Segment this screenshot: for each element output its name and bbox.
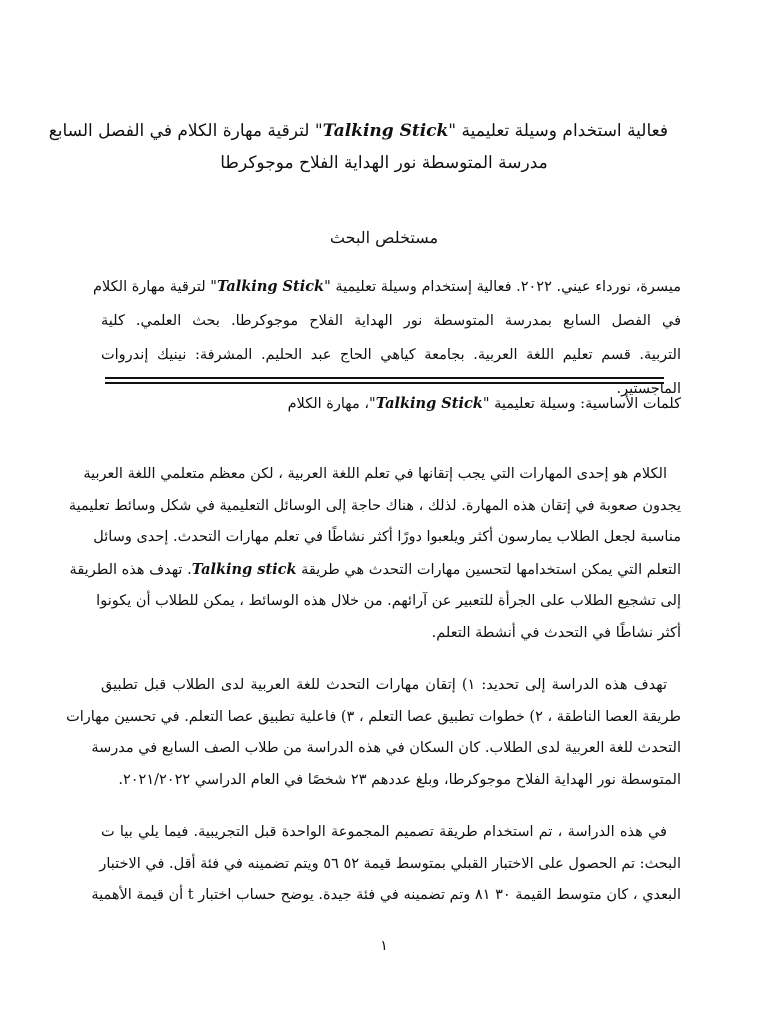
paragraph-line: يجدون صعوبة في إتقان هذه المهارة. لذلك ، هناك حاجة إلى الوسائل التعليمية في شكل وسائط تعليمية xyxy=(68,497,681,514)
paragraph-line: التحدث للغة العربية لدى الطلاب. كان السكان في هذه الدراسة من طلاب الصف السابع في مدرسة xyxy=(91,740,681,757)
paragraph-line: في هذه الدراسة ، تم استخدام طريقة تصميم المجموعة الواحدة قبل التجريبية. فيما يلي بيا ت xyxy=(101,824,667,840)
citation-line: في الفصل السابع بمدرسة المتوسطة نور الهداية الفلاح موجوكرطا. بحث العلمي. كلية xyxy=(101,313,681,329)
citation-block xyxy=(93,270,681,406)
citation-line: الماجستير. xyxy=(616,381,681,397)
method-name-emphasis: Talking Stick xyxy=(216,278,325,295)
paragraph-line: طريقة العصا الناطقة ، ٢) خطوات تطبيق عصا التعلم ، ٣) فاعلية تطبيق عصا التعلم. في تحسين مهارات xyxy=(66,708,681,725)
paragraph-line: تهدف هذه الدراسة إلى تحديد: ١) إتقان مهارات التحدث للغة العربية لدى الطلاب قبل تطبيق xyxy=(101,677,667,693)
abstract-heading: مستخلص البحث xyxy=(329,228,439,247)
abstract-paragraph-2 xyxy=(66,670,681,796)
abstract-paragraph-1 xyxy=(68,459,681,650)
double-rule-bottom xyxy=(105,382,664,384)
paragraph-line: مناسبة لجعل الطلاب يمارسون أكثر ويلعبوا دورًا أكثر نشاطًا في تعلم مهارات التحدث. إحدى وسائل xyxy=(93,529,681,546)
citation-line: ميسرة، نورداء عيني. ٢٠٢٢. فعالية إستخدام وسيلة تعليمية "Talking Stick" لترقية مهارة الكلام xyxy=(93,278,681,295)
method-name-emphasis: Talking stick xyxy=(191,560,297,578)
method-name-emphasis: Talking Stick xyxy=(375,395,483,412)
paragraph-line: أكثر نشاطًا في التحدث في أنشطة التعلم. xyxy=(431,624,681,641)
method-name-emphasis: Talking Stick xyxy=(322,121,449,141)
abstract-paragraph-3 xyxy=(91,817,681,912)
paragraph-line: إلى تشجيع الطلاب على الجرأة للتعبير عن آرائهم. من خلال هذه الوسائط ، يمكن للطلاب أن يكونوا xyxy=(96,593,681,610)
page-number: ١ xyxy=(380,938,388,954)
keywords-line: كلمات الأساسية: وسيلة تعليمية "Talking Stick"، مهارة الكلام xyxy=(287,395,681,412)
paragraph-line: البحث: تم الحصول على الاختبار القبلي بمتوسط قيمة ٥٢ ٥٦ ويتم تضمينه في فئة أقل. في الاختبار xyxy=(99,855,681,872)
paragraph-line: التعلم التي يمكن استخدامها لتحسين مهارات التحدث هي طريقة Talking stick. تهدف هذه الطريقة xyxy=(69,560,681,578)
citation-line: التربية. قسم تعليم اللغة العربية. بجامعة كياهي الحاج عبد الحليم. المشرفة: نينيك إندروات xyxy=(101,347,681,363)
paragraph-line: المتوسطة نور الهداية الفلاح موجوكرطا، وبلغ عددهم ٢٣ شخصًا في العام الدراسي ٢٠٢١/٢٠٢٢. xyxy=(118,771,681,788)
document-title-line-2: مدرسة المتوسطة نور الهداية الفلاح موجوكرطا xyxy=(220,153,548,173)
paragraph-line: الكلام هو إحدى المهارات التي يجب إتقانها في تعلم اللغة العربية ، لكن معظم متعلمي اللغة العربية xyxy=(83,466,667,482)
document-title-line-1: فعالية استخدام وسيلة تعليمية "Talking Stick" لترقية مهارة الكلام في الفصل السابع xyxy=(48,121,668,141)
paragraph-line: البعدي ، كان متوسط القيمة ٣٠ ٨١ وتم تضمينه في فئة جيدة. يوضح حساب اختبار t أن قيمة الأهمية xyxy=(91,887,681,904)
double-rule-top xyxy=(105,377,664,379)
